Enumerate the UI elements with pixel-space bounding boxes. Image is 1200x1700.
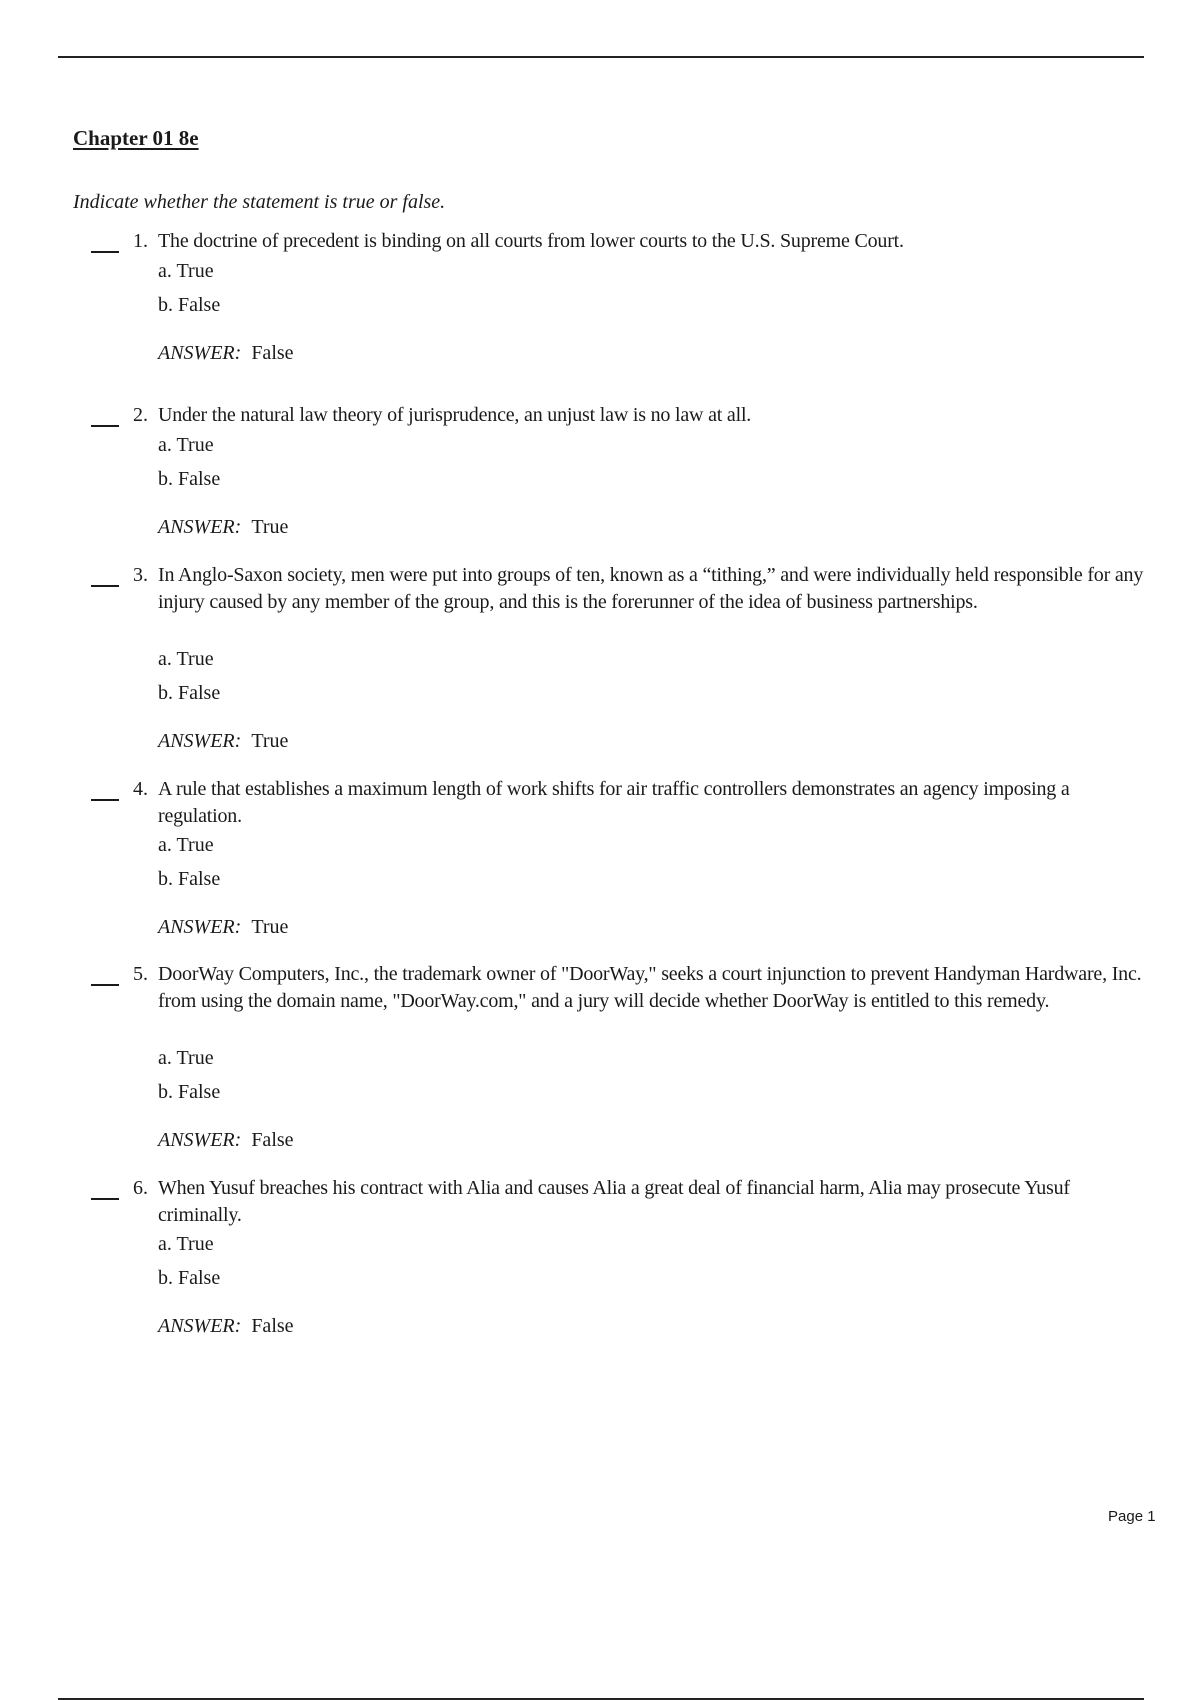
answer-blank[interactable] (91, 585, 119, 587)
answer-label: ANSWER: (158, 1129, 242, 1151)
answer-value: False (251, 1129, 294, 1151)
answer-label: ANSWER: (158, 342, 242, 364)
question-number: 3. (133, 564, 148, 586)
top-rule (58, 56, 1144, 58)
page-number: Page 1 (1108, 1508, 1156, 1525)
instructions: Indicate whether the statement is true or false. (73, 191, 446, 213)
answer-blank[interactable] (91, 251, 119, 253)
question-number: 6. (133, 1177, 148, 1199)
answer-blank[interactable] (91, 1198, 119, 1200)
answer-label: ANSWER: (158, 916, 242, 938)
answer-value: True (251, 730, 289, 752)
answer-line (158, 514, 288, 541)
question-text: DoorWay Computers, Inc., the trademark owner of "DoorWay," seeks a court injunction to prevent Handyman Hardware, Inc. from using the domain name, "DoorWay.com," and a jury will decide whether DoorWay is entitled to this remedy. (158, 963, 1142, 1012)
question-text: In Anglo-Saxon society, men were put into groups of ten, known as a “tithing,” and were individually held responsible for any injury caused by any member of the group, and this is the forerunner of the idea of business partnerships. (158, 564, 1144, 613)
chapter-title: Chapter 01 8e (73, 126, 199, 150)
option-false: b. False (158, 468, 221, 490)
answer-label: ANSWER: (158, 1315, 242, 1337)
option-false: b. False (158, 868, 221, 890)
question-number: 4. (133, 778, 148, 800)
answer-blank[interactable] (91, 799, 119, 801)
answer-line (158, 1313, 294, 1340)
answer-line (158, 340, 294, 367)
question-text: Under the natural law theory of jurisprudence, an unjust law is no law at all. (158, 404, 752, 426)
option-false: b. False (158, 1267, 221, 1289)
answer-line (158, 728, 288, 755)
question-number: 1. (133, 230, 148, 252)
option-true: a. True (158, 1047, 214, 1069)
answer-blank[interactable] (91, 425, 119, 427)
answer-label: ANSWER: (158, 516, 242, 538)
question-text: A rule that establishes a maximum length of work shifts for air traffic controllers demonstrates an agency imposing a regulation. (158, 778, 1070, 827)
question-text: When Yusuf breaches his contract with Alia and causes Alia a great deal of financial harm, Alia may prosecute Yusuf criminally. (158, 1177, 1070, 1226)
answer-value: False (251, 342, 294, 364)
option-true: a. True (158, 260, 214, 282)
answer-blank[interactable] (91, 984, 119, 986)
option-false: b. False (158, 294, 221, 316)
option-false: b. False (158, 1081, 221, 1103)
answer-value: False (251, 1315, 294, 1337)
option-false: b. False (158, 682, 221, 704)
question-text: The doctrine of precedent is binding on all courts from lower courts to the U.S. Supreme Court. (158, 230, 904, 252)
answer-label: ANSWER: (158, 730, 242, 752)
answer-value: True (251, 516, 289, 538)
question-number: 2. (133, 404, 148, 426)
answer-value: True (251, 916, 289, 938)
question-number: 5. (133, 963, 148, 985)
answer-line (158, 1127, 294, 1154)
option-true: a. True (158, 648, 214, 670)
option-true: a. True (158, 434, 214, 456)
option-true: a. True (158, 1233, 214, 1255)
option-true: a. True (158, 834, 214, 856)
answer-line (158, 914, 288, 941)
